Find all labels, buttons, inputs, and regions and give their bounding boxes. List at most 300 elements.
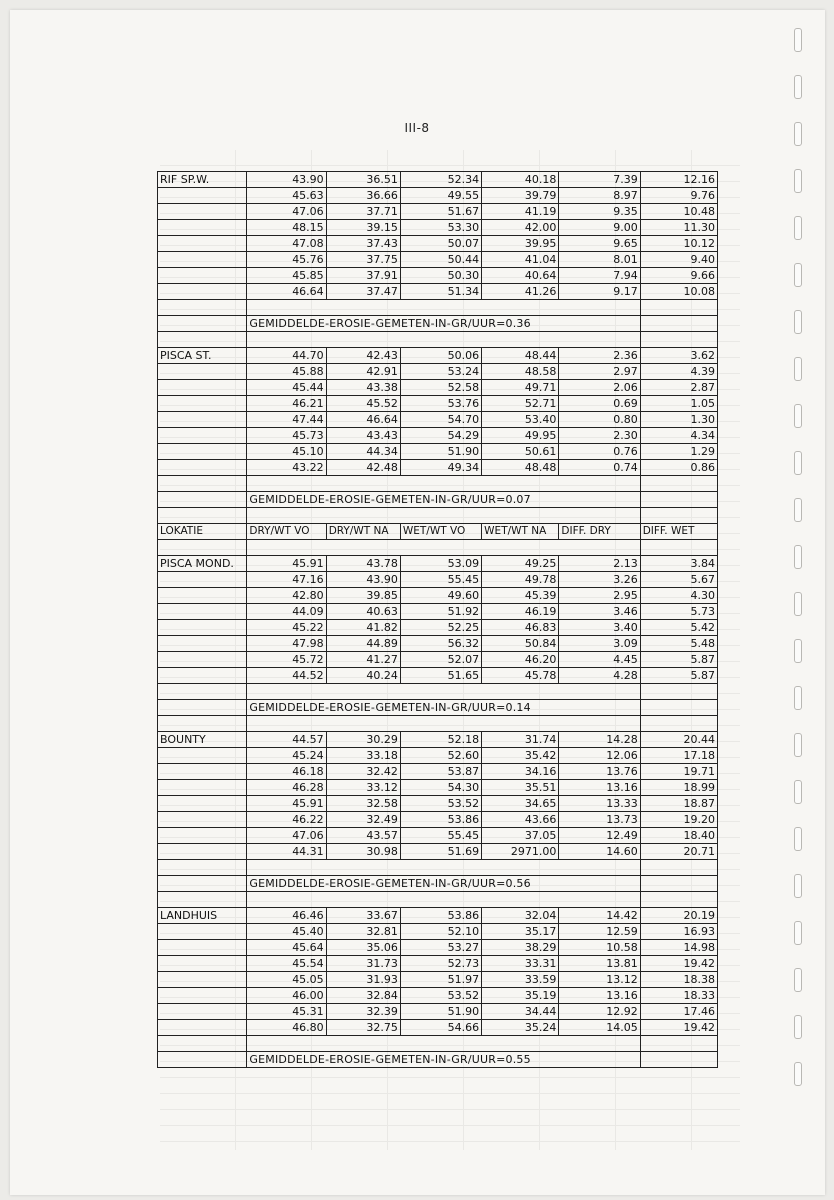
- value-cell: 3.26: [559, 572, 640, 588]
- value-cell: 47.44: [247, 412, 326, 428]
- value-cell: 8.97: [559, 188, 640, 204]
- spacer-row: [158, 540, 718, 556]
- table-row: [158, 204, 718, 220]
- value-cell: 45.76: [247, 252, 326, 268]
- table-row: [158, 396, 718, 412]
- table-row: [158, 588, 718, 604]
- table-row: [158, 172, 718, 188]
- table-row: [158, 668, 718, 684]
- value-cell: 3.09: [559, 636, 640, 652]
- value-cell: 42.91: [326, 364, 400, 380]
- value-cell: 2.30: [559, 428, 640, 444]
- table-row: [158, 428, 718, 444]
- value-cell: 43.38: [326, 380, 400, 396]
- value-cell: 14.98: [640, 940, 717, 956]
- blank-cell: [640, 316, 717, 332]
- average-erosion-summary: GEMIDDELDE-EROSIE-GEMETEN-IN-GR/UUR=0.14: [247, 700, 640, 716]
- value-cell: 46.21: [247, 396, 326, 412]
- value-cell: 45.39: [482, 588, 559, 604]
- value-cell: 45.24: [247, 748, 326, 764]
- value-cell: 52.18: [400, 732, 481, 748]
- value-cell: 42.43: [326, 348, 400, 364]
- value-cell: 30.98: [326, 844, 400, 860]
- value-cell: 53.30: [400, 220, 481, 236]
- summary-row: [158, 700, 718, 716]
- value-cell: 41.82: [326, 620, 400, 636]
- location-cell: [158, 220, 247, 236]
- value-cell: 13.12: [559, 972, 640, 988]
- binder-hole-icon: [794, 122, 802, 146]
- value-cell: 49.71: [482, 380, 559, 396]
- value-cell: 18.87: [640, 796, 717, 812]
- value-cell: 18.38: [640, 972, 717, 988]
- value-cell: 41.19: [482, 204, 559, 220]
- value-cell: 45.73: [247, 428, 326, 444]
- value-cell: 7.39: [559, 172, 640, 188]
- location-cell: [158, 460, 247, 476]
- table-row: [158, 972, 718, 988]
- blank-cell: [247, 684, 640, 700]
- value-cell: 50.30: [400, 268, 481, 284]
- value-cell: 12.92: [559, 1004, 640, 1020]
- value-cell: 31.74: [482, 732, 559, 748]
- location-cell: [158, 268, 247, 284]
- value-cell: 47.08: [247, 236, 326, 252]
- summary-row: [158, 876, 718, 892]
- value-cell: 51.90: [400, 1004, 481, 1020]
- binder-hole-icon: [794, 545, 802, 569]
- value-cell: 1.29: [640, 444, 717, 460]
- value-cell: 0.86: [640, 460, 717, 476]
- binder-hole-icon: [794, 357, 802, 381]
- value-cell: 45.63: [247, 188, 326, 204]
- value-cell: 5.67: [640, 572, 717, 588]
- value-cell: 52.10: [400, 924, 481, 940]
- value-cell: 53.24: [400, 364, 481, 380]
- value-cell: 36.66: [326, 188, 400, 204]
- blank-cell: [247, 300, 640, 316]
- value-cell: 49.95: [482, 428, 559, 444]
- binder-hole-icon: [794, 263, 802, 287]
- location-cell: [158, 444, 247, 460]
- value-cell: 20.19: [640, 908, 717, 924]
- value-cell: 33.18: [326, 748, 400, 764]
- value-cell: 44.57: [247, 732, 326, 748]
- value-cell: 33.59: [482, 972, 559, 988]
- value-cell: 48.44: [482, 348, 559, 364]
- value-cell: 5.87: [640, 652, 717, 668]
- value-cell: 55.45: [400, 572, 481, 588]
- location-cell: [158, 828, 247, 844]
- value-cell: 0.74: [559, 460, 640, 476]
- spacer-row: [158, 1036, 718, 1052]
- binder-hole-icon: [794, 169, 802, 193]
- value-cell: 20.71: [640, 844, 717, 860]
- value-cell: 40.18: [482, 172, 559, 188]
- location-cell: LANDHUIS: [158, 908, 247, 924]
- value-cell: 12.06: [559, 748, 640, 764]
- binder-hole-icon: [794, 28, 802, 52]
- value-cell: 53.86: [400, 908, 481, 924]
- value-cell: 0.80: [559, 412, 640, 428]
- value-cell: 39.95: [482, 236, 559, 252]
- table-row: [158, 652, 718, 668]
- value-cell: 2.13: [559, 556, 640, 572]
- location-cell: [158, 796, 247, 812]
- value-cell: 4.39: [640, 364, 717, 380]
- value-cell: 49.78: [482, 572, 559, 588]
- value-cell: 34.16: [482, 764, 559, 780]
- value-cell: 32.42: [326, 764, 400, 780]
- value-cell: 54.29: [400, 428, 481, 444]
- value-cell: 45.72: [247, 652, 326, 668]
- value-cell: 45.52: [326, 396, 400, 412]
- value-cell: 53.76: [400, 396, 481, 412]
- value-cell: 5.87: [640, 668, 717, 684]
- blank-cell: [640, 860, 717, 876]
- location-cell: [158, 428, 247, 444]
- value-cell: 46.20: [482, 652, 559, 668]
- table-row: [158, 364, 718, 380]
- value-cell: 45.54: [247, 956, 326, 972]
- value-cell: 13.73: [559, 812, 640, 828]
- value-cell: 8.01: [559, 252, 640, 268]
- value-cell: 52.73: [400, 956, 481, 972]
- value-cell: 0.69: [559, 396, 640, 412]
- value-cell: 12.16: [640, 172, 717, 188]
- table-row: [158, 412, 718, 428]
- table-row: [158, 444, 718, 460]
- binder-hole-icon: [794, 404, 802, 428]
- value-cell: 45.40: [247, 924, 326, 940]
- location-cell: [158, 924, 247, 940]
- location-cell: [158, 604, 247, 620]
- blank-cell: [640, 492, 717, 508]
- spacer-row: [158, 716, 718, 732]
- value-cell: 1.30: [640, 412, 717, 428]
- value-cell: 40.24: [326, 668, 400, 684]
- value-cell: 1.05: [640, 396, 717, 412]
- value-cell: 42.00: [482, 220, 559, 236]
- value-cell: 2.87: [640, 380, 717, 396]
- value-cell: 12.49: [559, 828, 640, 844]
- blank-cell: [640, 1036, 717, 1052]
- value-cell: 9.66: [640, 268, 717, 284]
- table-row: [158, 1004, 718, 1020]
- value-cell: 53.09: [400, 556, 481, 572]
- value-cell: 17.18: [640, 748, 717, 764]
- value-cell: 19.71: [640, 764, 717, 780]
- value-cell: 5.73: [640, 604, 717, 620]
- value-cell: 37.43: [326, 236, 400, 252]
- binder-hole-icon: [794, 216, 802, 240]
- value-cell: 10.48: [640, 204, 717, 220]
- value-cell: 51.90: [400, 444, 481, 460]
- value-cell: 44.70: [247, 348, 326, 364]
- binder-hole-icon: [794, 592, 802, 616]
- value-cell: 11.30: [640, 220, 717, 236]
- spacer-row: [158, 476, 718, 492]
- spacer-row: [158, 892, 718, 908]
- spacer-row: [158, 300, 718, 316]
- location-cell: [158, 748, 247, 764]
- value-cell: 50.06: [400, 348, 481, 364]
- value-cell: 51.34: [400, 284, 481, 300]
- blank-cell: [640, 508, 717, 524]
- value-cell: 44.52: [247, 668, 326, 684]
- value-cell: 34.44: [482, 1004, 559, 1020]
- location-cell: PISCA MOND.: [158, 556, 247, 572]
- value-cell: 45.85: [247, 268, 326, 284]
- value-cell: 9.35: [559, 204, 640, 220]
- binder-hole-icon: [794, 1062, 802, 1086]
- value-cell: 13.33: [559, 796, 640, 812]
- column-header: WET/WT VO: [400, 524, 481, 540]
- value-cell: 46.28: [247, 780, 326, 796]
- value-cell: 45.22: [247, 620, 326, 636]
- value-cell: 9.65: [559, 236, 640, 252]
- value-cell: 0.76: [559, 444, 640, 460]
- table-row: [158, 988, 718, 1004]
- value-cell: 5.48: [640, 636, 717, 652]
- binder-hole-icon: [794, 1015, 802, 1039]
- location-cell: [158, 956, 247, 972]
- summary-row: [158, 316, 718, 332]
- value-cell: 46.83: [482, 620, 559, 636]
- value-cell: 33.12: [326, 780, 400, 796]
- binder-hole-icon: [794, 874, 802, 898]
- value-cell: 46.80: [247, 1020, 326, 1036]
- value-cell: 37.47: [326, 284, 400, 300]
- value-cell: 45.31: [247, 1004, 326, 1020]
- value-cell: 10.08: [640, 284, 717, 300]
- blank-cell: [247, 332, 640, 348]
- value-cell: 37.91: [326, 268, 400, 284]
- table-row: [158, 460, 718, 476]
- blank-cell: [158, 332, 247, 348]
- column-header: DRY/WT VO: [247, 524, 326, 540]
- blank-cell: [247, 476, 640, 492]
- table-row: [158, 764, 718, 780]
- column-header: DRY/WT NA: [326, 524, 400, 540]
- value-cell: 31.93: [326, 972, 400, 988]
- value-cell: 41.26: [482, 284, 559, 300]
- value-cell: 51.69: [400, 844, 481, 860]
- value-cell: 46.19: [482, 604, 559, 620]
- blank-cell: [247, 1036, 640, 1052]
- location-cell: [158, 188, 247, 204]
- location-cell: [158, 236, 247, 252]
- value-cell: 43.57: [326, 828, 400, 844]
- value-cell: 44.09: [247, 604, 326, 620]
- value-cell: 49.55: [400, 188, 481, 204]
- value-cell: 51.92: [400, 604, 481, 620]
- value-cell: 9.00: [559, 220, 640, 236]
- value-cell: 43.90: [326, 572, 400, 588]
- value-cell: 40.63: [326, 604, 400, 620]
- table-row: [158, 796, 718, 812]
- value-cell: 35.06: [326, 940, 400, 956]
- spacer-row: [158, 332, 718, 348]
- location-cell: [158, 764, 247, 780]
- value-cell: 53.86: [400, 812, 481, 828]
- binder-hole-icon: [794, 733, 802, 757]
- value-cell: 50.61: [482, 444, 559, 460]
- blank-cell: [158, 1052, 247, 1068]
- location-cell: PISCA ST.: [158, 348, 247, 364]
- value-cell: 36.51: [326, 172, 400, 188]
- location-cell: [158, 252, 247, 268]
- value-cell: 4.34: [640, 428, 717, 444]
- value-cell: 41.27: [326, 652, 400, 668]
- value-cell: 47.98: [247, 636, 326, 652]
- blank-cell: [640, 892, 717, 908]
- binder-hole-icon: [794, 686, 802, 710]
- value-cell: 49.60: [400, 588, 481, 604]
- value-cell: 35.42: [482, 748, 559, 764]
- value-cell: 14.60: [559, 844, 640, 860]
- value-cell: 32.39: [326, 1004, 400, 1020]
- erosion-data-table: [157, 171, 718, 1068]
- binder-rings: [794, 0, 814, 1200]
- value-cell: 13.16: [559, 988, 640, 1004]
- blank-cell: [247, 540, 640, 556]
- table-row: [158, 284, 718, 300]
- blank-cell: [640, 700, 717, 716]
- blank-cell: [247, 892, 640, 908]
- value-cell: 13.16: [559, 780, 640, 796]
- binder-hole-icon: [794, 780, 802, 804]
- binder-hole-icon: [794, 75, 802, 99]
- blank-cell: [158, 492, 247, 508]
- value-cell: 18.99: [640, 780, 717, 796]
- value-cell: 47.16: [247, 572, 326, 588]
- value-cell: 17.46: [640, 1004, 717, 1020]
- column-header: WET/WT NA: [482, 524, 559, 540]
- location-cell: [158, 412, 247, 428]
- value-cell: 53.52: [400, 796, 481, 812]
- blank-cell: [640, 332, 717, 348]
- value-cell: 45.44: [247, 380, 326, 396]
- blank-cell: [640, 300, 717, 316]
- blank-cell: [640, 684, 717, 700]
- value-cell: 35.24: [482, 1020, 559, 1036]
- location-cell: [158, 988, 247, 1004]
- value-cell: 35.51: [482, 780, 559, 796]
- location-cell: BOUNTY: [158, 732, 247, 748]
- value-cell: 44.89: [326, 636, 400, 652]
- value-cell: 39.79: [482, 188, 559, 204]
- value-cell: 39.85: [326, 588, 400, 604]
- summary-row: [158, 492, 718, 508]
- location-cell: [158, 620, 247, 636]
- location-cell: [158, 972, 247, 988]
- blank-cell: [640, 876, 717, 892]
- table-row: [158, 348, 718, 364]
- location-cell: [158, 668, 247, 684]
- value-cell: 47.06: [247, 828, 326, 844]
- value-cell: 14.05: [559, 1020, 640, 1036]
- location-cell: [158, 380, 247, 396]
- value-cell: 9.17: [559, 284, 640, 300]
- table-row: [158, 556, 718, 572]
- table-row: [158, 828, 718, 844]
- binder-hole-icon: [794, 921, 802, 945]
- value-cell: 38.29: [482, 940, 559, 956]
- value-cell: 49.34: [400, 460, 481, 476]
- value-cell: 48.48: [482, 460, 559, 476]
- value-cell: 5.42: [640, 620, 717, 636]
- table-row: [158, 748, 718, 764]
- value-cell: 14.28: [559, 732, 640, 748]
- location-cell: [158, 572, 247, 588]
- location-cell: RIF SP.W.: [158, 172, 247, 188]
- column-header: DIFF. DRY: [559, 524, 640, 540]
- table-row: [158, 236, 718, 252]
- value-cell: 33.67: [326, 908, 400, 924]
- blank-cell: [247, 716, 640, 732]
- binder-hole-icon: [794, 310, 802, 334]
- value-cell: 34.65: [482, 796, 559, 812]
- average-erosion-summary: GEMIDDELDE-EROSIE-GEMETEN-IN-GR/UUR=0.55: [247, 1052, 640, 1068]
- table-row: [158, 572, 718, 588]
- page-number: III-8: [404, 121, 430, 135]
- binder-hole-icon: [794, 451, 802, 475]
- value-cell: 19.20: [640, 812, 717, 828]
- average-erosion-summary: GEMIDDELDE-EROSIE-GEMETEN-IN-GR/UUR=0.36: [247, 316, 640, 332]
- value-cell: 4.30: [640, 588, 717, 604]
- binder-hole-icon: [794, 639, 802, 663]
- table-row: [158, 188, 718, 204]
- value-cell: 32.04: [482, 908, 559, 924]
- value-cell: 40.64: [482, 268, 559, 284]
- value-cell: 52.60: [400, 748, 481, 764]
- value-cell: 46.64: [247, 284, 326, 300]
- location-cell: [158, 284, 247, 300]
- value-cell: 43.22: [247, 460, 326, 476]
- value-cell: 43.90: [247, 172, 326, 188]
- table-row: [158, 940, 718, 956]
- value-cell: 4.28: [559, 668, 640, 684]
- value-cell: 19.42: [640, 956, 717, 972]
- value-cell: 2.36: [559, 348, 640, 364]
- blank-cell: [158, 876, 247, 892]
- value-cell: 37.71: [326, 204, 400, 220]
- value-cell: 32.58: [326, 796, 400, 812]
- value-cell: 44.34: [326, 444, 400, 460]
- value-cell: 53.87: [400, 764, 481, 780]
- binder-hole-icon: [794, 827, 802, 851]
- value-cell: 50.84: [482, 636, 559, 652]
- table-row: [158, 812, 718, 828]
- average-erosion-summary: GEMIDDELDE-EROSIE-GEMETEN-IN-GR/UUR=0.56: [247, 876, 640, 892]
- table-row: [158, 732, 718, 748]
- value-cell: 2.06: [559, 380, 640, 396]
- value-cell: 2.97: [559, 364, 640, 380]
- value-cell: 30.29: [326, 732, 400, 748]
- value-cell: 37.75: [326, 252, 400, 268]
- value-cell: 52.25: [400, 620, 481, 636]
- value-cell: 52.34: [400, 172, 481, 188]
- value-cell: 51.97: [400, 972, 481, 988]
- value-cell: 12.59: [559, 924, 640, 940]
- table-row: [158, 252, 718, 268]
- blank-cell: [640, 476, 717, 492]
- value-cell: 3.62: [640, 348, 717, 364]
- spacer-row: [158, 508, 718, 524]
- value-cell: 49.25: [482, 556, 559, 572]
- value-cell: 18.40: [640, 828, 717, 844]
